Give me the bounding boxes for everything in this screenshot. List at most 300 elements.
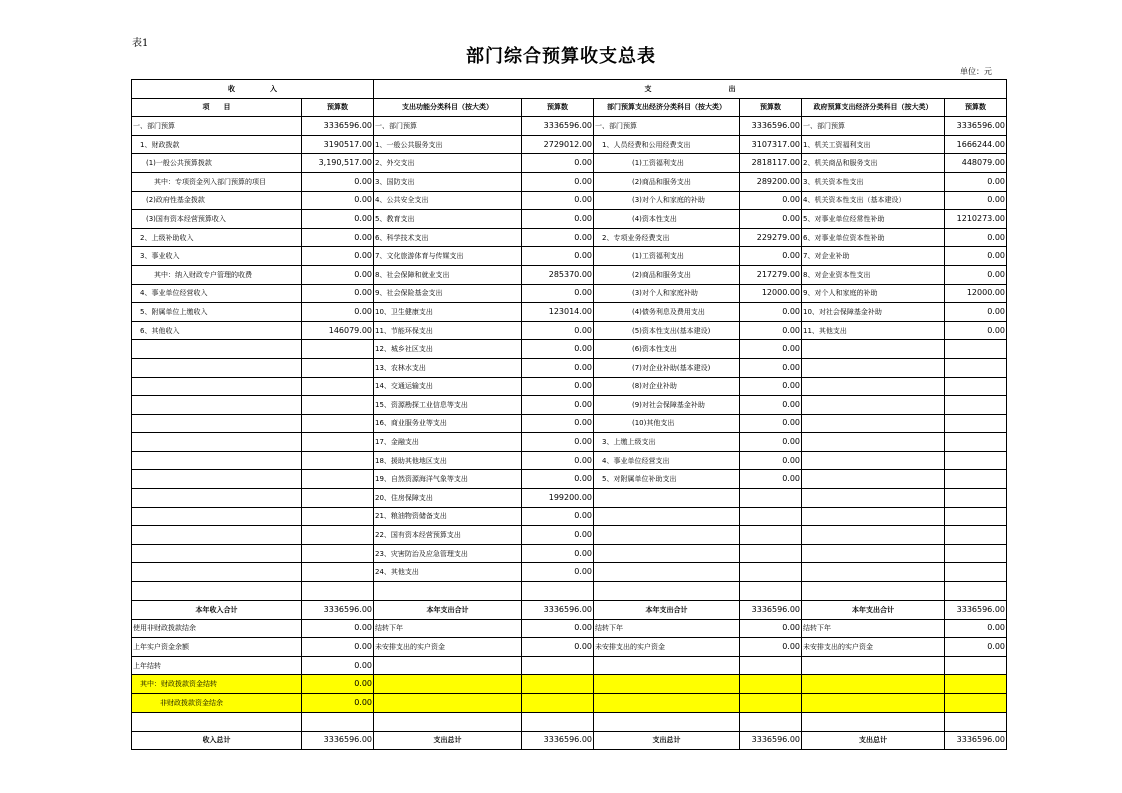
gov-econ-item-cell: 9、对个人和家庭的补助 — [802, 284, 945, 303]
gov-econ-budget-cell — [945, 377, 1007, 396]
dept-econ-item-cell — [594, 507, 740, 526]
dept-total-value: 3336596.00 — [740, 601, 802, 620]
gov-grand-value: 3336596.00 — [945, 731, 1007, 750]
gov-econ-budget-cell — [945, 489, 1007, 508]
income-total-value: 3336596.00 — [302, 601, 374, 620]
gov-econ-item-cell — [802, 414, 945, 433]
dept-econ-budget-cell: 0.00 — [740, 470, 802, 489]
func-item-cell: 13、农林水支出 — [374, 358, 522, 377]
table-row — [132, 321, 1007, 340]
table-row — [132, 228, 1007, 247]
func-budget-cell: 0.00 — [522, 396, 594, 415]
table-row — [132, 210, 1007, 229]
dept-grand-label: 支出总计 — [594, 731, 740, 750]
empty-cell — [522, 694, 594, 713]
empty-cell — [132, 582, 302, 601]
gov-econ-item-cell — [802, 377, 945, 396]
dept-econ-budget-cell: 12000.00 — [740, 284, 802, 303]
income-item-cell — [132, 433, 302, 452]
dept-econ-budget-cell: 229279.00 — [740, 228, 802, 247]
income-item-cell — [132, 544, 302, 563]
empty-cell — [740, 582, 802, 601]
gov-econ-budget-cell — [945, 358, 1007, 377]
income-budget-cell — [302, 340, 374, 359]
gov-econ-item-cell — [802, 396, 945, 415]
table-row — [132, 563, 1007, 582]
empty-cell — [945, 582, 1007, 601]
func-budget-cell: 0.00 — [522, 358, 594, 377]
table-row — [132, 265, 1007, 284]
gov-econ-item-cell — [802, 507, 945, 526]
income-budget-cell: 0.00 — [302, 210, 374, 229]
dept-econ-budget-cell: 0.00 — [740, 619, 802, 638]
gov-total-label: 本年支出合计 — [802, 601, 945, 620]
income-budget-cell: 0.00 — [302, 284, 374, 303]
budget-table — [131, 79, 1007, 750]
empty-cell — [302, 712, 374, 731]
func-budget-cell: 3336596.00 — [522, 117, 594, 136]
func-item-cell: 19、自然资源海洋气象等支出 — [374, 470, 522, 489]
income-budget-cell — [302, 433, 374, 452]
col-func-header: 支出功能分类科目（按大类） — [374, 98, 522, 117]
dept-econ-item-cell: (1)工资福利支出 — [594, 247, 740, 266]
func-budget-cell: 0.00 — [522, 619, 594, 638]
dept-econ-item-cell: (1)工资福利支出 — [594, 154, 740, 173]
gov-econ-budget-cell: 0.00 — [945, 619, 1007, 638]
table-row — [132, 451, 1007, 470]
table-row — [132, 638, 1007, 657]
table-row — [132, 358, 1007, 377]
income-budget-cell: 0.00 — [302, 619, 374, 638]
dept-econ-budget-cell — [740, 526, 802, 545]
dept-econ-item-cell: (3)对个人和家庭补助 — [594, 284, 740, 303]
col-budget-header: 预算数 — [302, 98, 374, 117]
income-item-cell: 3、事业收入 — [132, 247, 302, 266]
income-item-cell — [132, 377, 302, 396]
gov-econ-budget-cell: 1210273.00 — [945, 210, 1007, 229]
empty-cell — [522, 582, 594, 601]
empty-cell — [374, 694, 522, 713]
income-item-cell: 其中：财政拨款资金结转 — [132, 675, 302, 694]
income-budget-cell: 0.00 — [302, 228, 374, 247]
dept-econ-budget-cell — [740, 656, 802, 675]
dept-econ-budget-cell — [740, 563, 802, 582]
income-item-cell: 一、部门预算 — [132, 117, 302, 136]
empty-cell — [374, 582, 522, 601]
func-budget-cell — [522, 656, 594, 675]
func-item-cell: 18、援助其他地区支出 — [374, 451, 522, 470]
table-row — [132, 284, 1007, 303]
gov-econ-item-cell — [802, 489, 945, 508]
dept-econ-item-cell: (2)商品和服务支出 — [594, 172, 740, 191]
gov-econ-item-cell — [802, 451, 945, 470]
func-item-cell: 6、科学技术支出 — [374, 228, 522, 247]
func-item-cell: 5、教育支出 — [374, 210, 522, 229]
gov-econ-budget-cell: 0.00 — [945, 228, 1007, 247]
table-row — [132, 303, 1007, 322]
gov-econ-budget-cell: 0.00 — [945, 303, 1007, 322]
dept-econ-item-cell — [594, 656, 740, 675]
income-budget-cell: 3190517.00 — [302, 135, 374, 154]
dept-econ-budget-cell: 0.00 — [740, 210, 802, 229]
gov-econ-item-cell — [802, 656, 945, 675]
empty-cell — [374, 712, 522, 731]
dept-econ-item-cell: (10)其他支出 — [594, 414, 740, 433]
gov-econ-item-cell — [802, 526, 945, 545]
income-budget-cell: 0.00 — [302, 247, 374, 266]
gov-econ-budget-cell: 0.00 — [945, 638, 1007, 657]
spacer-row — [132, 712, 1007, 731]
func-item-cell: 9、社会保险基金支出 — [374, 284, 522, 303]
income-budget-cell — [302, 544, 374, 563]
unit-label: 单位：元 — [960, 67, 992, 76]
func-budget-cell: 0.00 — [522, 433, 594, 452]
year-total-row — [132, 601, 1007, 620]
gov-econ-budget-cell — [945, 526, 1007, 545]
income-item-cell — [132, 358, 302, 377]
dept-econ-item-cell: 一、部门预算 — [594, 117, 740, 136]
func-budget-cell: 0.00 — [522, 172, 594, 191]
income-item-cell: 2、上级补助收入 — [132, 228, 302, 247]
income-budget-cell: 0.00 — [302, 303, 374, 322]
income-budget-cell: 0.00 — [302, 694, 374, 713]
income-total-label: 本年收入合计 — [132, 601, 302, 620]
dept-econ-budget-cell: 0.00 — [740, 433, 802, 452]
func-budget-cell: 0.00 — [522, 321, 594, 340]
table-row — [132, 619, 1007, 638]
income-item-cell — [132, 489, 302, 508]
column-header-row — [132, 98, 1007, 117]
table-row — [132, 414, 1007, 433]
empty-cell — [522, 712, 594, 731]
income-budget-cell: 0.00 — [302, 265, 374, 284]
gov-econ-budget-cell — [945, 563, 1007, 582]
dept-econ-budget-cell: 289200.00 — [740, 172, 802, 191]
func-budget-cell: 0.00 — [522, 284, 594, 303]
table-row — [132, 154, 1007, 173]
income-budget-cell — [302, 414, 374, 433]
func-budget-cell: 0.00 — [522, 228, 594, 247]
income-item-cell — [132, 396, 302, 415]
income-budget-cell — [302, 358, 374, 377]
func-total-label: 本年支出合计 — [374, 601, 522, 620]
gov-grand-label: 支出总计 — [802, 731, 945, 750]
income-budget-cell: 3336596.00 — [302, 117, 374, 136]
gov-econ-budget-cell: 3336596.00 — [945, 117, 1007, 136]
income-budget-cell — [302, 470, 374, 489]
income-item-cell — [132, 451, 302, 470]
income-budget-cell: 3,190,517.00 — [302, 154, 374, 173]
gov-econ-item-cell: 5、对事业单位经常性补助 — [802, 210, 945, 229]
empty-cell — [945, 694, 1007, 713]
dept-econ-item-cell: (2)商品和服务支出 — [594, 265, 740, 284]
dept-econ-item-cell: (3)对个人和家庭的补助 — [594, 191, 740, 210]
func-grand-label: 支出总计 — [374, 731, 522, 750]
gov-econ-item-cell: 7、对企业补助 — [802, 247, 945, 266]
income-section-header: 收 入 — [132, 80, 374, 99]
dept-econ-item-cell: 未安排支出的实户资金 — [594, 638, 740, 657]
income-item-cell: 非财政拨款资金结余 — [132, 694, 302, 713]
gov-econ-item-cell: 2、机关商品和服务支出 — [802, 154, 945, 173]
income-item-cell: 4、事业单位经营收入 — [132, 284, 302, 303]
dept-econ-item-cell: (5)资本性支出(基本建设) — [594, 321, 740, 340]
income-item-cell: 6、其他收入 — [132, 321, 302, 340]
table-row — [132, 526, 1007, 545]
gov-econ-budget-cell: 1666244.00 — [945, 135, 1007, 154]
dept-econ-item-cell: (9)对社会保障基金补助 — [594, 396, 740, 415]
empty-cell — [802, 694, 945, 713]
table-row — [132, 117, 1007, 136]
dept-econ-item-cell: 4、事业单位经营支出 — [594, 451, 740, 470]
gov-econ-budget-cell — [945, 396, 1007, 415]
income-item-cell — [132, 526, 302, 545]
func-budget-cell: 0.00 — [522, 451, 594, 470]
func-item-cell: 23、灾害防治及应急管理支出 — [374, 544, 522, 563]
func-item-cell: 7、文化旅游体育与传媒支出 — [374, 247, 522, 266]
empty-cell — [302, 582, 374, 601]
func-item-cell: 24、其他支出 — [374, 563, 522, 582]
col-budget-header: 预算数 — [945, 98, 1007, 117]
dept-econ-budget-cell: 0.00 — [740, 303, 802, 322]
func-budget-cell: 0.00 — [522, 507, 594, 526]
func-item-cell: 结转下年 — [374, 619, 522, 638]
income-budget-cell — [302, 507, 374, 526]
func-item-cell: 22、国有资本经营预算支出 — [374, 526, 522, 545]
func-budget-cell: 0.00 — [522, 414, 594, 433]
dept-econ-item-cell: 3、上缴上级支出 — [594, 433, 740, 452]
table-row — [132, 656, 1007, 675]
income-item-cell — [132, 470, 302, 489]
func-item-cell: 12、城乡社区支出 — [374, 340, 522, 359]
gov-econ-budget-cell — [945, 544, 1007, 563]
gov-econ-budget-cell: 0.00 — [945, 172, 1007, 191]
func-budget-cell: 199200.00 — [522, 489, 594, 508]
income-item-cell: (3)国有资本经营预算收入 — [132, 210, 302, 229]
highlighted-row — [132, 694, 1007, 713]
income-item-cell: 使用非财政拨款结余 — [132, 619, 302, 638]
income-budget-cell: 0.00 — [302, 675, 374, 694]
empty-cell — [594, 675, 740, 694]
dept-econ-budget-cell: 3336596.00 — [740, 117, 802, 136]
dept-econ-item-cell: (7)对企业补助(基本建设) — [594, 358, 740, 377]
dept-econ-item-cell — [594, 563, 740, 582]
col-budget-header: 预算数 — [740, 98, 802, 117]
func-item-cell: 未安排支出的实户资金 — [374, 638, 522, 657]
dept-econ-budget-cell: 0.00 — [740, 396, 802, 415]
dept-econ-budget-cell: 0.00 — [740, 358, 802, 377]
table-row — [132, 544, 1007, 563]
income-item-cell: 其中：纳入财政专户管理的收费 — [132, 265, 302, 284]
gov-econ-budget-cell — [945, 414, 1007, 433]
dept-econ-budget-cell: 217279.00 — [740, 265, 802, 284]
func-budget-cell: 0.00 — [522, 191, 594, 210]
table-row — [132, 340, 1007, 359]
func-item-cell: 11、节能环保支出 — [374, 321, 522, 340]
func-budget-cell: 0.00 — [522, 377, 594, 396]
dept-econ-item-cell: 1、人员经费和公用经费支出 — [594, 135, 740, 154]
col-item-header: 项 目 — [132, 98, 302, 117]
gov-econ-budget-cell: 0.00 — [945, 321, 1007, 340]
dept-econ-budget-cell: 0.00 — [740, 451, 802, 470]
dept-econ-budget-cell: 0.00 — [740, 414, 802, 433]
dept-econ-item-cell: (8)对企业补助 — [594, 377, 740, 396]
empty-cell — [945, 712, 1007, 731]
income-item-cell: 上年结转 — [132, 656, 302, 675]
func-item-cell: 8、社会保障和就业支出 — [374, 265, 522, 284]
section-header-row — [132, 80, 1007, 99]
gov-econ-item-cell: 1、机关工资福利支出 — [802, 135, 945, 154]
func-budget-cell: 0.00 — [522, 526, 594, 545]
gov-econ-budget-cell: 0.00 — [945, 265, 1007, 284]
income-item-cell — [132, 507, 302, 526]
income-item-cell: (2)政府性基金拨款 — [132, 191, 302, 210]
table-row — [132, 433, 1007, 452]
func-budget-cell: 0.00 — [522, 544, 594, 563]
gov-total-value: 3336596.00 — [945, 601, 1007, 620]
table-tag: 表1 — [132, 38, 149, 49]
highlighted-row — [132, 675, 1007, 694]
dept-econ-item-cell: 5、对附属单位补助支出 — [594, 470, 740, 489]
empty-cell — [132, 712, 302, 731]
func-item-cell: 3、国防支出 — [374, 172, 522, 191]
income-budget-cell — [302, 451, 374, 470]
func-item-cell: 16、商业服务业等支出 — [374, 414, 522, 433]
gov-econ-budget-cell: 448079.00 — [945, 154, 1007, 173]
func-item-cell: 4、公共安全支出 — [374, 191, 522, 210]
table-row — [132, 135, 1007, 154]
page-title: 部门综合预算收支总表 — [466, 46, 656, 67]
func-item-cell: 一、部门预算 — [374, 117, 522, 136]
func-budget-cell: 0.00 — [522, 563, 594, 582]
income-budget-cell — [302, 396, 374, 415]
table-row — [132, 172, 1007, 191]
gov-econ-item-cell — [802, 544, 945, 563]
income-budget-cell — [302, 563, 374, 582]
func-item-cell: 1、一般公共服务支出 — [374, 135, 522, 154]
dept-econ-budget-cell: 2818117.00 — [740, 154, 802, 173]
income-budget-cell: 0.00 — [302, 656, 374, 675]
income-budget-cell — [302, 489, 374, 508]
spacer-row — [132, 582, 1007, 601]
gov-econ-budget-cell: 12000.00 — [945, 284, 1007, 303]
gov-econ-budget-cell: 0.00 — [945, 191, 1007, 210]
func-budget-cell: 2729012.00 — [522, 135, 594, 154]
func-budget-cell: 0.00 — [522, 638, 594, 657]
table-row — [132, 489, 1007, 508]
dept-econ-item-cell: (6)资本性支出 — [594, 340, 740, 359]
dept-econ-budget-cell: 0.00 — [740, 340, 802, 359]
empty-cell — [945, 675, 1007, 694]
dept-econ-item-cell: 2、专项业务经费支出 — [594, 228, 740, 247]
gov-econ-item-cell: 11、其他支出 — [802, 321, 945, 340]
income-budget-cell: 0.00 — [302, 191, 374, 210]
dept-econ-item-cell — [594, 544, 740, 563]
gov-econ-budget-cell — [945, 470, 1007, 489]
empty-cell — [374, 675, 522, 694]
func-item-cell: 10、卫生健康支出 — [374, 303, 522, 322]
income-grand-value: 3336596.00 — [302, 731, 374, 750]
gov-econ-item-cell — [802, 470, 945, 489]
gov-econ-item-cell — [802, 563, 945, 582]
dept-econ-item-cell: (4)债务利息及费用支出 — [594, 303, 740, 322]
gov-econ-budget-cell — [945, 656, 1007, 675]
income-item-cell: 上年实户资金余额 — [132, 638, 302, 657]
func-item-cell: 2、外交支出 — [374, 154, 522, 173]
gov-econ-item-cell — [802, 433, 945, 452]
gov-econ-item-cell: 结转下年 — [802, 619, 945, 638]
table-row — [132, 191, 1007, 210]
dept-econ-budget-cell: 3107317.00 — [740, 135, 802, 154]
func-total-value: 3336596.00 — [522, 601, 594, 620]
func-item-cell: 20、住房保障支出 — [374, 489, 522, 508]
empty-cell — [594, 582, 740, 601]
gov-econ-item-cell: 8、对企业资本性支出 — [802, 265, 945, 284]
income-budget-cell — [302, 377, 374, 396]
dept-econ-budget-cell — [740, 489, 802, 508]
gov-econ-item-cell: 3、机关资本性支出 — [802, 172, 945, 191]
dept-econ-item-cell: (4)资本性支出 — [594, 210, 740, 229]
col-budget-header: 预算数 — [522, 98, 594, 117]
gov-econ-item-cell: 一、部门预算 — [802, 117, 945, 136]
func-item-cell: 15、资源勘探工业信息等支出 — [374, 396, 522, 415]
gov-econ-budget-cell — [945, 340, 1007, 359]
dept-econ-budget-cell: 0.00 — [740, 638, 802, 657]
empty-cell — [740, 694, 802, 713]
gov-econ-item-cell: 4、机关资本性支出（基本建设） — [802, 191, 945, 210]
expense-section-header: 支 出 — [374, 80, 1007, 99]
income-item-cell — [132, 340, 302, 359]
empty-cell — [594, 694, 740, 713]
func-item-cell: 21、粮油物资储备支出 — [374, 507, 522, 526]
col-dept-econ-header: 部门预算支出经济分类科目（按大类） — [594, 98, 740, 117]
dept-econ-item-cell — [594, 489, 740, 508]
func-item-cell: 17、金融支出 — [374, 433, 522, 452]
func-budget-cell: 285370.00 — [522, 265, 594, 284]
empty-cell — [802, 675, 945, 694]
empty-cell — [522, 675, 594, 694]
gov-econ-item-cell: 6、对事业单位资本性补助 — [802, 228, 945, 247]
income-grand-label: 收入总计 — [132, 731, 302, 750]
gov-econ-item-cell: 10、对社会保障基金补助 — [802, 303, 945, 322]
dept-grand-value: 3336596.00 — [740, 731, 802, 750]
dept-econ-item-cell — [594, 526, 740, 545]
empty-cell — [594, 712, 740, 731]
empty-cell — [740, 712, 802, 731]
income-budget-cell: 146079.00 — [302, 321, 374, 340]
empty-cell — [740, 675, 802, 694]
income-item-cell — [132, 563, 302, 582]
grand-total-row — [132, 731, 1007, 750]
func-budget-cell: 0.00 — [522, 210, 594, 229]
dept-total-label: 本年支出合计 — [594, 601, 740, 620]
table-row — [132, 470, 1007, 489]
dept-econ-budget-cell: 0.00 — [740, 377, 802, 396]
func-budget-cell: 0.00 — [522, 154, 594, 173]
empty-cell — [802, 712, 945, 731]
table-row — [132, 396, 1007, 415]
dept-econ-budget-cell — [740, 507, 802, 526]
table-row — [132, 247, 1007, 266]
income-item-cell: 其中：专项资金列入部门预算的项目 — [132, 172, 302, 191]
gov-econ-item-cell — [802, 340, 945, 359]
income-item-cell: (1)一般公共预算拨款 — [132, 154, 302, 173]
income-budget-cell: 0.00 — [302, 638, 374, 657]
dept-econ-budget-cell: 0.00 — [740, 321, 802, 340]
empty-cell — [802, 582, 945, 601]
func-budget-cell: 123014.00 — [522, 303, 594, 322]
gov-econ-budget-cell — [945, 507, 1007, 526]
dept-econ-budget-cell: 0.00 — [740, 247, 802, 266]
